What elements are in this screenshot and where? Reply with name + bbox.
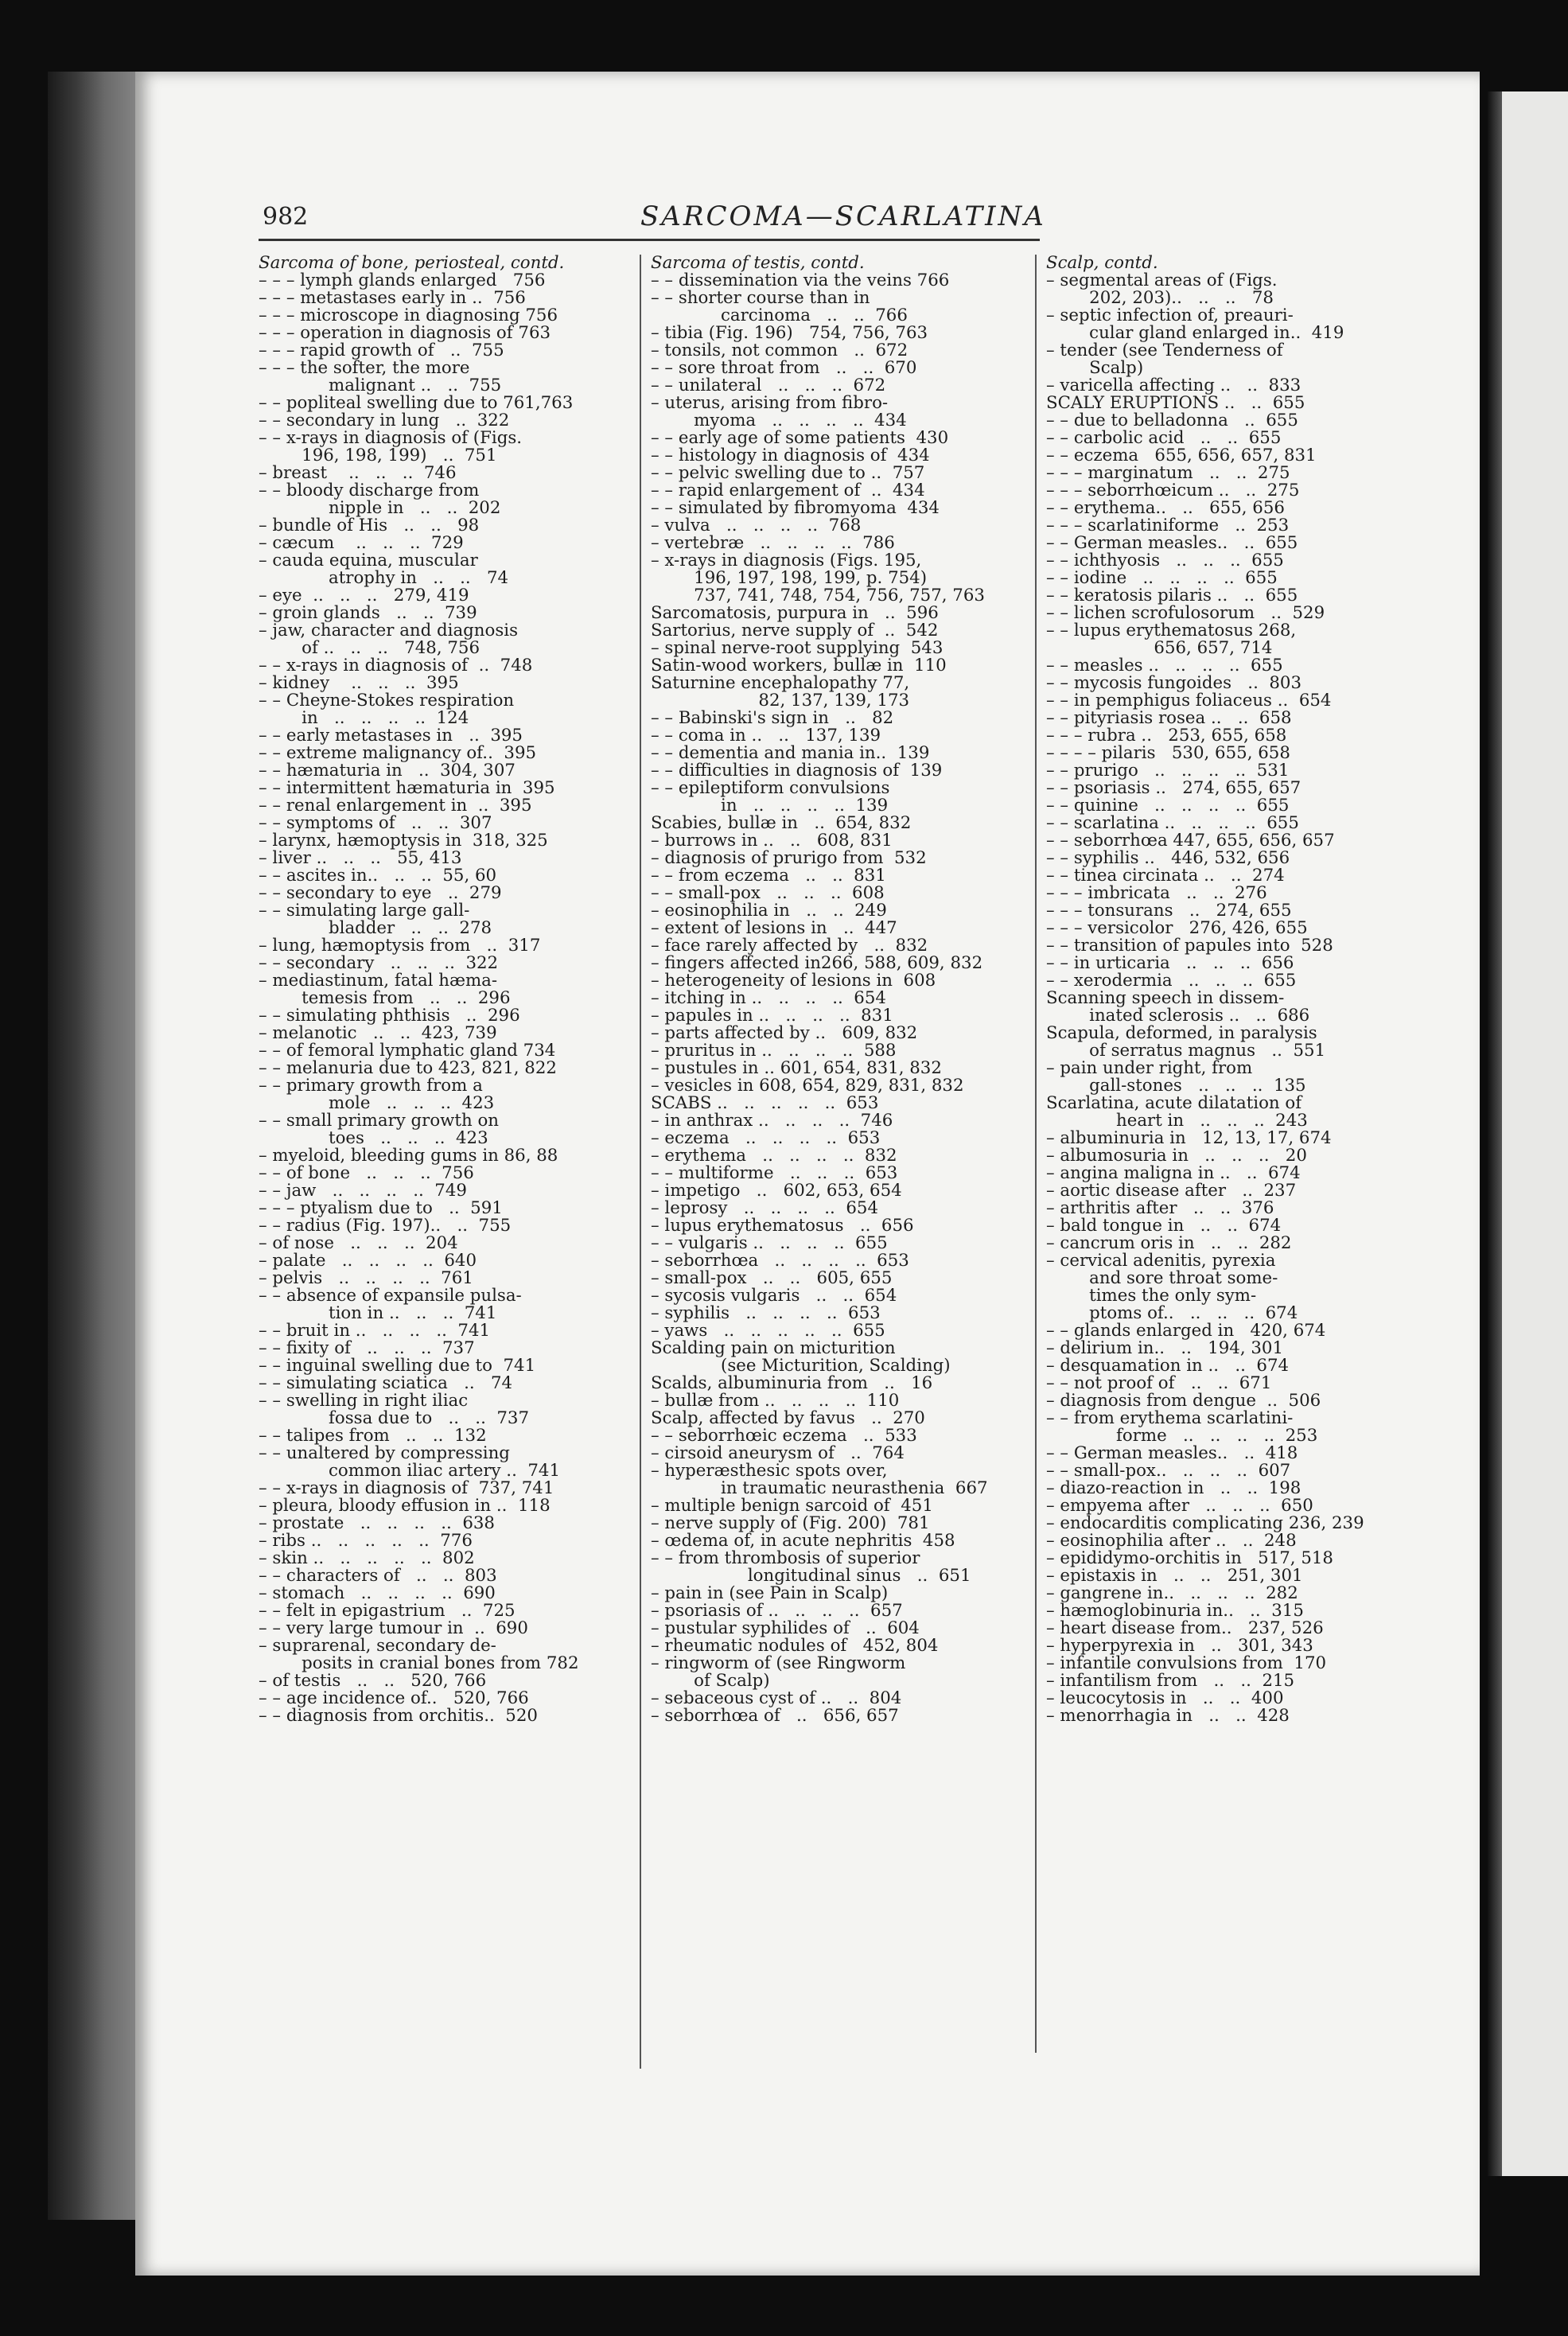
index-entry: – – due to belladonna .. 655 <box>1046 412 1298 430</box>
page-number: 982 <box>263 203 309 231</box>
index-entry: – varicella affecting .. .. 833 <box>1046 377 1301 395</box>
index-entry: – in anthrax .. .. .. .. 746 <box>651 1112 893 1130</box>
index-entry: Scarlatina, acute dilatation of <box>1046 1095 1302 1112</box>
index-entry: – – characters of .. .. 803 <box>259 1567 497 1585</box>
index-entry: – – seborrhœic eczema .. 533 <box>651 1427 917 1445</box>
index-entry: – – simulated by fibromyoma 434 <box>651 500 940 517</box>
index-entry: Saturnine encephalopathy 77, <box>651 675 910 692</box>
index-entry: – eczema .. .. .. .. 653 <box>651 1130 881 1147</box>
index-entry: – leucocytosis in .. .. 400 <box>1046 1690 1284 1707</box>
index-entry: – empyema after .. .. .. 650 <box>1046 1497 1313 1515</box>
index-entry: – – dissemination via the veins 766 <box>651 272 950 290</box>
index-entry: – œdema of, in acute nephritis 458 <box>651 1532 955 1550</box>
index-entry: – – x-rays in diagnosis of (Figs. <box>259 430 523 447</box>
index-entry: toes .. .. .. 423 <box>259 1130 488 1147</box>
index-entry: Scabies, bullæ in .. 654, 832 <box>651 815 912 832</box>
index-entry: – delirium in.. .. 194, 301 <box>1046 1340 1284 1357</box>
index-entry: – – – lymph glands enlarged 756 <box>259 272 546 290</box>
index-entry: – – Babinski's sign in .. 82 <box>651 710 894 727</box>
index-entry: – – talipes from .. .. 132 <box>259 1427 487 1445</box>
index-entry: 196, 197, 198, 199, p. 754) <box>651 570 928 587</box>
index-entry: – – early metastases in .. 395 <box>259 727 523 745</box>
index-entry: – – dementia and mania in.. 139 <box>651 745 930 762</box>
index-entry: – vertebræ .. .. .. .. 786 <box>651 535 895 552</box>
index-entry: – papules in .. .. .. .. 831 <box>651 1007 893 1025</box>
index-entry: – gangrene in.. .. .. .. 282 <box>1046 1585 1298 1602</box>
index-entry: – melanotic .. .. 423, 739 <box>259 1025 497 1042</box>
index-entry: – – diagnosis from orchitis.. 520 <box>259 1707 538 1725</box>
index-column-2 <box>651 255 1023 1725</box>
index-entry: Scanning speech in dissem- <box>1046 990 1285 1007</box>
index-entry: – kidney .. .. .. 395 <box>259 675 459 692</box>
index-entry: – endocarditis complicating 236, 239 <box>1046 1515 1364 1532</box>
index-entry: – – fixity of .. .. .. 737 <box>259 1340 475 1357</box>
index-entry: – – very large tumour in .. 690 <box>259 1620 528 1637</box>
index-entry: – hyperæsthesic spots over, <box>651 1462 888 1480</box>
index-entry: – – coma in .. .. 137, 139 <box>651 727 881 745</box>
index-entry: – larynx, hæmoptysis in 318, 325 <box>259 832 548 850</box>
index-entry: – – popliteal swelling due to 761,763 <box>259 395 574 412</box>
index-entry: – liver .. .. .. 55, 413 <box>259 850 462 867</box>
index-entry: – – lupus erythematosus 268, <box>1046 622 1297 640</box>
index-entry: – – lichen scrofulosorum .. 529 <box>1046 605 1325 622</box>
index-entry: ptoms of.. .. .. .. 674 <box>1046 1305 1298 1322</box>
index-entry: – itching in .. .. .. .. 654 <box>651 990 886 1007</box>
index-entry: – fingers affected in266, 588, 609, 832 <box>651 955 983 972</box>
index-entry: – – unaltered by compressing <box>259 1445 510 1462</box>
index-entry: forme .. .. .. .. 253 <box>1046 1427 1318 1445</box>
index-entry: Sarcoma of testis, contd. <box>651 255 865 272</box>
index-entry: – epistaxis in .. .. 251, 301 <box>1046 1567 1303 1585</box>
index-entry: mole .. .. .. 423 <box>259 1095 495 1112</box>
index-entry: common iliac artery .. 741 <box>259 1462 561 1480</box>
index-entry: – – small-pox.. .. .. .. 607 <box>1046 1462 1291 1480</box>
index-entry: – vulva .. .. .. .. 768 <box>651 517 862 535</box>
index-entry: – – swelling in right iliac <box>259 1392 469 1410</box>
index-entry: – diagnosis from dengue .. 506 <box>1046 1392 1321 1410</box>
index-entry: – parts affected by .. 609, 832 <box>651 1025 918 1042</box>
index-entry: inated sclerosis .. .. 686 <box>1046 1007 1310 1025</box>
index-entry: – skin .. .. .. .. .. 802 <box>259 1550 475 1567</box>
index-entry: – jaw, character and diagnosis <box>259 622 519 640</box>
index-entry: – – keratosis pilaris .. .. 655 <box>1046 587 1298 605</box>
index-entry: of serratus magnus .. 551 <box>1046 1042 1326 1060</box>
index-entry: – – – microscope in diagnosing 756 <box>259 307 558 325</box>
index-entry: – suprarenal, secondary de- <box>259 1637 496 1655</box>
index-entry: – cervical adenitis, pyrexia <box>1046 1252 1276 1270</box>
index-entry: – of testis .. .. 520, 766 <box>259 1672 487 1690</box>
index-entry: – – – – pilaris 530, 655, 658 <box>1046 745 1290 762</box>
index-entry: – – iodine .. .. .. .. 655 <box>1046 570 1278 587</box>
index-entry: – seborrhœa of .. 656, 657 <box>651 1707 899 1725</box>
index-entry: – – simulating phthisis .. 296 <box>259 1007 520 1025</box>
index-entry: – pustular syphilides of .. 604 <box>651 1620 920 1637</box>
index-entry: – extent of lesions in .. 447 <box>651 920 897 937</box>
index-entry: – angina maligna in .. .. 674 <box>1046 1165 1301 1182</box>
index-entry: – – – marginatum .. .. 275 <box>1046 465 1290 482</box>
index-entry: malignant .. .. 755 <box>259 377 502 395</box>
index-entry: heart in .. .. .. 243 <box>1046 1112 1308 1130</box>
index-entry: – – prurigo .. .. .. .. 531 <box>1046 762 1290 780</box>
index-entry: – myeloid, bleeding gums in 86, 88 <box>259 1147 558 1165</box>
index-entry: – pustules in .. 601, 654, 831, 832 <box>651 1060 942 1077</box>
index-entry: – – scarlatina .. .. .. .. 655 <box>1046 815 1299 832</box>
index-entry: Scapula, deformed, in paralysis <box>1046 1025 1317 1042</box>
index-entry: – – hæmaturia in .. 304, 307 <box>259 762 516 780</box>
index-entry: – – secondary to eye .. 279 <box>259 885 502 902</box>
index-entry: – sebaceous cyst of .. .. 804 <box>651 1690 902 1707</box>
index-entry: – – unilateral .. .. .. 672 <box>651 377 886 395</box>
index-entry: – – small primary growth on <box>259 1112 499 1130</box>
header-rule <box>259 239 1040 241</box>
index-entry: – – primary growth from a <box>259 1077 483 1095</box>
index-column-1 <box>259 255 628 1725</box>
index-entry: – – multiforme .. .. .. 653 <box>651 1165 898 1182</box>
index-entry: – tonsils, not common .. 672 <box>651 342 909 360</box>
index-entry: Scalp) <box>1046 360 1144 377</box>
index-entry: – – extreme malignancy of.. 395 <box>259 745 537 762</box>
index-entry: Scalp, affected by favus .. 270 <box>651 1410 925 1427</box>
index-entry: – diazo-reaction in .. .. 198 <box>1046 1480 1301 1497</box>
index-entry: – impetigo .. 602, 653, 654 <box>651 1182 902 1200</box>
book-spine <box>48 72 143 2220</box>
index-entry: – – sore throat from .. .. 670 <box>651 360 917 377</box>
index-entry: atrophy in .. .. 74 <box>259 570 509 587</box>
index-entry: – – transition of papules into 528 <box>1046 937 1333 955</box>
index-entry: 196, 198, 199) .. 751 <box>259 447 497 465</box>
index-entry: – – xerodermia .. .. .. 655 <box>1046 972 1297 990</box>
index-entry: – – seborrhœa 447, 655, 656, 657 <box>1046 832 1335 850</box>
index-entry: – ribs .. .. .. .. .. 776 <box>259 1532 473 1550</box>
index-entry: in .. .. .. .. 124 <box>259 710 469 727</box>
index-entry: – – in pemphigus foliaceus .. 654 <box>1046 692 1332 710</box>
index-entry: – mediastinum, fatal hæma- <box>259 972 498 990</box>
index-entry: – – from erythema scarlatini- <box>1046 1410 1294 1427</box>
index-entry: and sore throat some- <box>1046 1270 1278 1287</box>
index-entry: – tibia (Fig. 196) 754, 756, 763 <box>651 325 928 342</box>
index-entry: nipple in .. .. 202 <box>259 500 501 517</box>
index-entry: – tender (see Tenderness of <box>1046 342 1283 360</box>
index-entry: – bundle of His .. .. 98 <box>259 517 480 535</box>
index-entry: – – from eczema .. .. 831 <box>651 867 886 885</box>
index-entry: – cæcum .. .. .. 729 <box>259 535 464 552</box>
index-entry: – albuminuria in 12, 13, 17, 674 <box>1046 1130 1332 1147</box>
index-entry: fossa due to .. .. 737 <box>259 1410 530 1427</box>
index-entry: tion in .. .. .. 741 <box>259 1305 497 1322</box>
index-entry: – – eczema 655, 656, 657, 831 <box>1046 447 1317 465</box>
index-entry: – arthritis after .. .. 376 <box>1046 1200 1274 1217</box>
index-entry: – heart disease from.. 237, 526 <box>1046 1620 1324 1637</box>
index-entry: – – – the softer, the more <box>259 360 470 377</box>
index-entry: – bald tongue in .. .. 674 <box>1046 1217 1282 1235</box>
index-entry: – – symptoms of .. .. 307 <box>259 815 492 832</box>
index-entry: – pain in (see Pain in Scalp) <box>651 1585 889 1602</box>
index-entry: – septic infection of, preauri- <box>1046 307 1294 325</box>
index-entry: of Scalp) <box>651 1672 770 1690</box>
index-entry: – – secondary in lung .. 322 <box>259 412 510 430</box>
index-entry: – – not proof of .. .. 671 <box>1046 1375 1272 1392</box>
index-entry: – ringworm of (see Ringworm <box>651 1655 906 1672</box>
index-entry: – leprosy .. .. .. .. 654 <box>651 1200 879 1217</box>
index-entry: – eye .. .. .. 279, 419 <box>259 587 469 605</box>
index-entry: – – ichthyosis .. .. .. 655 <box>1046 552 1284 570</box>
index-entry: – – mycosis fungoides .. 803 <box>1046 675 1302 692</box>
index-entry: – pelvis .. .. .. .. 761 <box>259 1270 473 1287</box>
index-entry: – eosinophilia after .. .. 248 <box>1046 1532 1297 1550</box>
index-entry: – – – tonsurans .. 274, 655 <box>1046 902 1292 920</box>
index-entry: – – glands enlarged in 420, 674 <box>1046 1322 1326 1340</box>
running-head: SARCOMA—SCARLATINA <box>640 201 1046 232</box>
index-entry: 737, 741, 748, 754, 756, 757, 763 <box>651 587 985 605</box>
index-entry: – – small-pox .. .. .. 608 <box>651 885 885 902</box>
index-entry: – – – operation in diagnosis of 763 <box>259 325 551 342</box>
index-entry: – pruritus in .. .. .. .. 588 <box>651 1042 897 1060</box>
index-entry: – – bruit in .. .. .. .. 741 <box>259 1322 491 1340</box>
index-entry: – – ascites in.. .. .. 55, 60 <box>259 867 497 885</box>
index-entry: – hæmoglobinuria in.. .. 315 <box>1046 1602 1304 1620</box>
index-entry: – face rarely affected by .. 832 <box>651 937 928 955</box>
index-entry: bladder .. .. 278 <box>259 920 492 937</box>
index-entry: – prostate .. .. .. .. 638 <box>259 1515 495 1532</box>
index-entry: – breast .. .. .. 746 <box>259 465 457 482</box>
index-entry: myoma .. .. .. .. 434 <box>651 412 907 430</box>
index-entry: SCALY ERUPTIONS .. .. 655 <box>1046 395 1305 412</box>
index-entry: – spinal nerve-root supplying 543 <box>651 640 944 657</box>
index-entry: – cancrum oris in .. .. 282 <box>1046 1235 1292 1252</box>
index-entry: – syphilis .. .. .. .. 653 <box>651 1305 881 1322</box>
index-entry: – – in urticaria .. .. .. 656 <box>1046 955 1294 972</box>
index-entry: – – – seborrhœicum .. .. 275 <box>1046 482 1300 500</box>
index-entry: – lupus erythematosus .. 656 <box>651 1217 914 1235</box>
index-entry: – – shorter course than in <box>651 290 870 307</box>
index-entry: – – tinea circinata .. .. 274 <box>1046 867 1285 885</box>
index-entry: – – radius (Fig. 197).. .. 755 <box>259 1217 512 1235</box>
index-entry: – diagnosis of prurigo from 532 <box>651 850 927 867</box>
index-entry: SCABS .. .. .. .. .. 653 <box>651 1095 879 1112</box>
index-entry: – – – ptyalism due to .. 591 <box>259 1200 503 1217</box>
index-entry: – – bloody discharge from <box>259 482 480 500</box>
index-entry: – aortic disease after .. 237 <box>1046 1182 1297 1200</box>
index-entry: posits in cranial bones from 782 <box>259 1655 579 1672</box>
index-entry: – rheumatic nodules of 452, 804 <box>651 1637 939 1655</box>
index-entry: – infantilism from .. .. 215 <box>1046 1672 1295 1690</box>
index-entry: – infantile convulsions from 170 <box>1046 1655 1327 1672</box>
index-entry: Scalp, contd. <box>1046 255 1158 272</box>
index-entry: – – of bone .. .. .. 756 <box>259 1165 474 1182</box>
index-entry: – burrows in .. .. 608, 831 <box>651 832 893 850</box>
index-entry: – – inguinal swelling due to 741 <box>259 1357 536 1375</box>
index-entry: – – – imbricata .. .. 276 <box>1046 885 1267 902</box>
index-entry: – – simulating large gall- <box>259 902 470 920</box>
index-entry: – menorrhagia in .. .. 428 <box>1046 1707 1290 1725</box>
index-entry: – small-pox .. .. 605, 655 <box>651 1270 893 1287</box>
index-entry: – – erythema.. .. 655, 656 <box>1046 500 1285 517</box>
index-entry: – – German measles.. .. 418 <box>1046 1445 1298 1462</box>
index-entry: – – pelvic swelling due to .. 757 <box>651 465 925 482</box>
index-entry: 202, 203).. .. .. 78 <box>1046 290 1274 307</box>
index-entry: in .. .. .. .. 139 <box>651 797 889 815</box>
index-entry: – pain under right, from <box>1046 1060 1253 1077</box>
index-entry: – uterus, arising from fibro- <box>651 395 889 412</box>
index-entry: – – vulgaris .. .. .. .. 655 <box>651 1235 888 1252</box>
index-entry: – – histology in diagnosis of 434 <box>651 447 930 465</box>
index-entry: – – x-rays in diagnosis of .. 748 <box>259 657 533 675</box>
index-entry: – – Cheyne-Stokes respiration <box>259 692 515 710</box>
index-entry: – – syphilis .. 446, 532, 656 <box>1046 850 1290 867</box>
index-entry: – – intermittent hæmaturia in 395 <box>259 780 555 797</box>
index-entry: – – difficulties in diagnosis of 139 <box>651 762 943 780</box>
index-entry: – – simulating sciatica .. 74 <box>259 1375 513 1392</box>
index-entry: – – from thrombosis of superior <box>651 1550 920 1567</box>
index-entry: temesis from .. .. 296 <box>259 990 511 1007</box>
index-entry: – seborrhœa .. .. .. .. 653 <box>651 1252 909 1270</box>
index-entry: – sycosis vulgaris .. .. 654 <box>651 1287 897 1305</box>
index-entry: – multiple benign sarcoid of 451 <box>651 1497 933 1515</box>
index-entry: – – jaw .. .. .. .. 749 <box>259 1182 467 1200</box>
index-entry: – – carbolic acid .. .. 655 <box>1046 430 1282 447</box>
index-entry: – – x-rays in diagnosis of 737, 741 <box>259 1480 554 1497</box>
index-entry: – – secondary .. .. .. 322 <box>259 955 499 972</box>
index-entry: – eosinophilia in .. .. 249 <box>651 902 887 920</box>
index-entry: – lung, hæmoptysis from .. 317 <box>259 937 541 955</box>
index-entry: – psoriasis of .. .. .. .. 657 <box>651 1602 903 1620</box>
index-entry: – groin glands .. .. 739 <box>259 605 477 622</box>
index-entry: in traumatic neurasthenia 667 <box>651 1480 988 1497</box>
index-entry: – – renal enlargement in .. 395 <box>259 797 532 815</box>
index-entry: – epididymo-orchitis in 517, 518 <box>1046 1550 1333 1567</box>
index-entry: Sarcomatosis, purpura in .. 596 <box>651 605 939 622</box>
index-entry: – – – scarlatiniforme .. 253 <box>1046 517 1290 535</box>
index-entry: – yaws .. .. .. .. .. 655 <box>651 1322 885 1340</box>
index-entry: – albumosuria in .. .. .. 20 <box>1046 1147 1307 1165</box>
index-entry: Scalds, albuminuria from .. 16 <box>651 1375 933 1392</box>
index-entry: – heterogeneity of lesions in 608 <box>651 972 936 990</box>
index-entry: 656, 657, 714 <box>1046 640 1273 657</box>
index-entry: times the only sym- <box>1046 1287 1257 1305</box>
index-entry: carcinoma .. .. 766 <box>651 307 908 325</box>
index-entry: 82, 137, 139, 173 <box>651 692 910 710</box>
index-entry: – hyperpyrexia in .. 301, 343 <box>1046 1637 1313 1655</box>
index-entry: – desquamation in .. .. 674 <box>1046 1357 1290 1375</box>
index-entry: – cirsoid aneurysm of .. 764 <box>651 1445 905 1462</box>
index-entry: – – German measles.. .. 655 <box>1046 535 1298 552</box>
index-entry: of .. .. .. 748, 756 <box>259 640 481 657</box>
index-column-3 <box>1046 255 1420 1725</box>
index-entry: – pleura, bloody effusion in .. 118 <box>259 1497 551 1515</box>
index-entry: – stomach .. .. .. .. 690 <box>259 1585 496 1602</box>
index-entry: Satin-wood workers, bullæ in 110 <box>651 657 947 675</box>
index-entry: Scalding pain on micturition <box>651 1340 896 1357</box>
index-entry: – – melanuria due to 423, 821, 822 <box>259 1060 557 1077</box>
index-entry: – – epileptiform convulsions <box>651 780 890 797</box>
index-entry: – of nose .. .. .. 204 <box>259 1235 458 1252</box>
index-entry: gall-stones .. .. .. 135 <box>1046 1077 1306 1095</box>
index-entry: – – quinine .. .. .. .. 655 <box>1046 797 1290 815</box>
index-entry: – – of femoral lymphatic gland 734 <box>259 1042 556 1060</box>
index-entry: – x-rays in diagnosis (Figs. 195, <box>651 552 922 570</box>
index-entry: – – age incidence of.. 520, 766 <box>259 1690 529 1707</box>
index-entry: – – early age of some patients 430 <box>651 430 949 447</box>
index-entry: – bullæ from .. .. .. .. 110 <box>651 1392 900 1410</box>
index-entry: – – pityriasis rosea .. .. 658 <box>1046 710 1292 727</box>
index-entry: – – felt in epigastrium .. 725 <box>259 1602 516 1620</box>
index-entry: Sarcoma of bone, periosteal, contd. <box>259 255 565 272</box>
index-entry: – – rapid enlargement of .. 434 <box>651 482 925 500</box>
index-entry: – – – versicolor 276, 426, 655 <box>1046 920 1308 937</box>
index-entry: – – – rubra .. 253, 655, 658 <box>1046 727 1287 745</box>
index-entry: – palate .. .. .. .. 640 <box>259 1252 477 1270</box>
index-entry: – erythema .. .. .. .. 832 <box>651 1147 897 1165</box>
index-entry: (see Micturition, Scalding) <box>651 1357 951 1375</box>
index-entry: – nerve supply of (Fig. 200) 781 <box>651 1515 930 1532</box>
index-entry: cular gland enlarged in.. 419 <box>1046 325 1344 342</box>
index-entry: – – – rapid growth of .. 755 <box>259 342 504 360</box>
facing-page-edge <box>1488 91 1568 2176</box>
index-entry: – – measles .. .. .. .. 655 <box>1046 657 1283 675</box>
index-entry: – segmental areas of (Figs. <box>1046 272 1278 290</box>
index-entry: – – psoriasis .. 274, 655, 657 <box>1046 780 1301 797</box>
index-entry: – – – metastases early in .. 756 <box>259 290 526 307</box>
index-entry: – cauda equina, muscular <box>259 552 478 570</box>
index-entry: longitudinal sinus .. 651 <box>651 1567 971 1585</box>
index-entry: Sartorius, nerve supply of .. 542 <box>651 622 939 640</box>
index-entry: – vesicles in 608, 654, 829, 831, 832 <box>651 1077 964 1095</box>
index-entry: – – absence of expansile pulsa- <box>259 1287 522 1305</box>
